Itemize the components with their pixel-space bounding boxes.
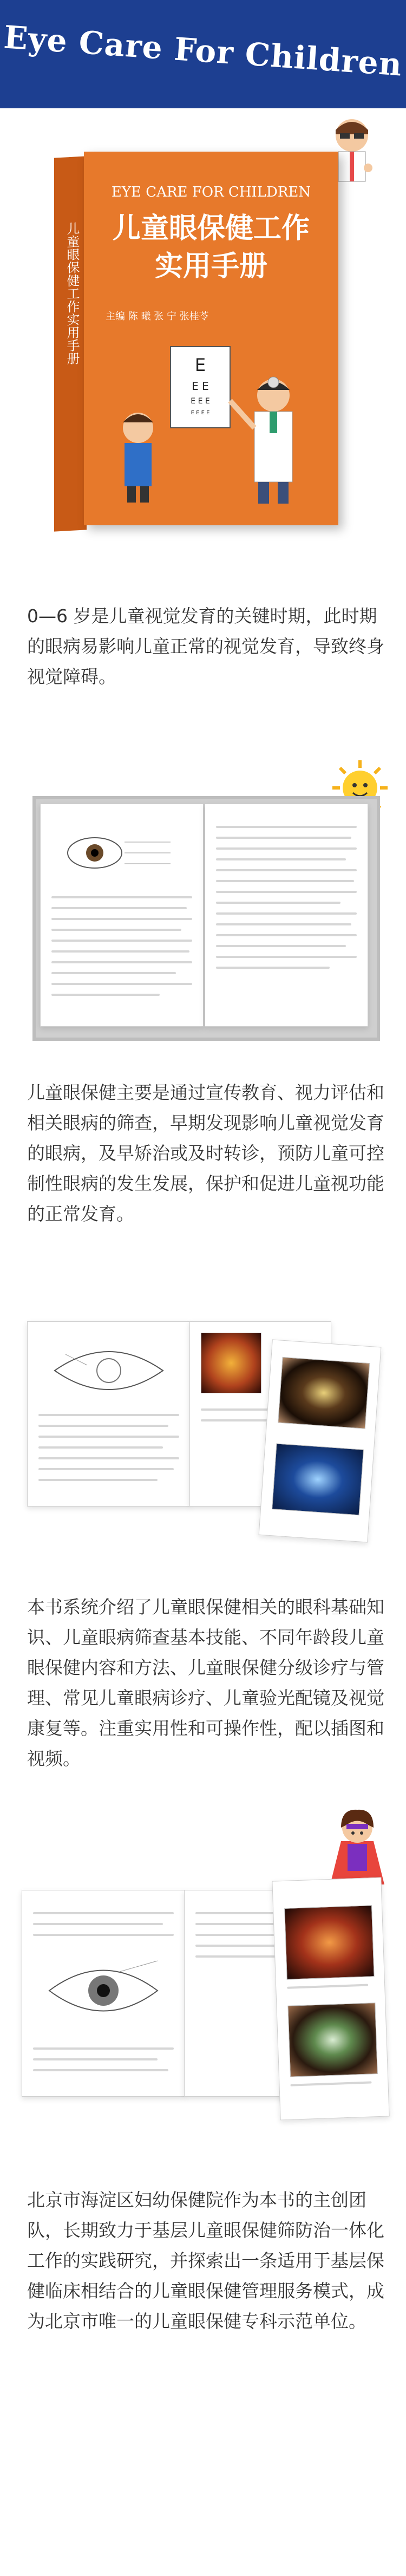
book-cover-image bbox=[54, 135, 357, 542]
spread-3-photo-card bbox=[272, 1877, 389, 2121]
book-spine bbox=[54, 156, 87, 531]
svg-text:E E: E E bbox=[192, 380, 209, 393]
cover-chinese-title-line2: 实用手册 bbox=[154, 250, 267, 283]
intro-paragraph-4: 北京市海淀区妇幼保健院作为本书的主创团队，长期致力于基层儿童眼保健筛防治一体化工作的实践研究，并探索出一条适用于基层保健临床相结合的儿童眼保健管理服务模式，成为北京市唯一的儿童眼保健专科示范单位。 bbox=[27, 2189, 384, 2332]
spread-1-left-page bbox=[40, 804, 204, 1027]
header-banner bbox=[0, 0, 406, 108]
spread-2-photo-card bbox=[259, 1339, 382, 1542]
banner-title: Eye Care For Children bbox=[2, 18, 404, 83]
intro-paragraph-3: 本书系统介绍了儿童眼保健相关的眼科基础知识、儿童眼病筛查基本技能、不同年龄段儿童眼保健内容和方法、儿童眼保健分级诊疗与管理、常见儿童眼病诊疗、儿童验光配镜及视觉康复等。注重实用性和可操作性，配以插图和视频。 bbox=[27, 1596, 384, 1769]
svg-text:E: E bbox=[194, 355, 206, 375]
cover-editors: 主编 陈 曦 张 宁 张桂苓 bbox=[106, 311, 209, 322]
intro-paragraph-1: 0—6 岁是儿童视觉发育的关键时期，此时期的眼病易影响儿童正常的视觉发育，导致终身视觉障碍。 bbox=[27, 605, 384, 687]
spine-text: 儿童眼保健工作实用手册 bbox=[64, 221, 80, 366]
cover-english-title: EYE CARE FOR CHILDREN bbox=[111, 184, 311, 200]
eye-exam-illustration bbox=[100, 336, 328, 509]
fluorescein-eye-photo bbox=[272, 1443, 364, 1515]
svg-text:E E E: E E E bbox=[191, 397, 210, 406]
eye-diagram bbox=[62, 826, 181, 880]
spread-2-left-page bbox=[27, 1321, 191, 1507]
eye-cross-section-diagram bbox=[44, 1338, 174, 1403]
eye-anatomy-diagram bbox=[38, 1950, 168, 2031]
page-spread-1 bbox=[32, 796, 380, 1041]
fundus-photo bbox=[201, 1333, 261, 1393]
retina-photo bbox=[284, 1905, 375, 1980]
anterior-eye-photo bbox=[278, 1357, 370, 1429]
page-spread-3 bbox=[22, 1857, 390, 2128]
book-front-cover bbox=[84, 152, 338, 525]
spread-1-right-page bbox=[205, 804, 368, 1027]
cover-chinese-title-line1: 儿童眼保健工作 bbox=[112, 212, 310, 245]
page-spread-2 bbox=[27, 1310, 384, 1538]
svg-text:E E E E: E E E E bbox=[191, 410, 210, 416]
spread-3-left-page bbox=[22, 1890, 185, 2097]
cataract-eye-photo bbox=[287, 2003, 378, 2077]
intro-paragraph-2: 儿童眼保健主要是通过宣传教育、视力评估和相关眼病的筛查，早期发现影响儿童视觉发育的眼病，及早矫治或及时转诊，预防儿童可控制性眼病的发生发展，保护和促进儿童视功能的正常发育。 bbox=[27, 1082, 384, 1224]
